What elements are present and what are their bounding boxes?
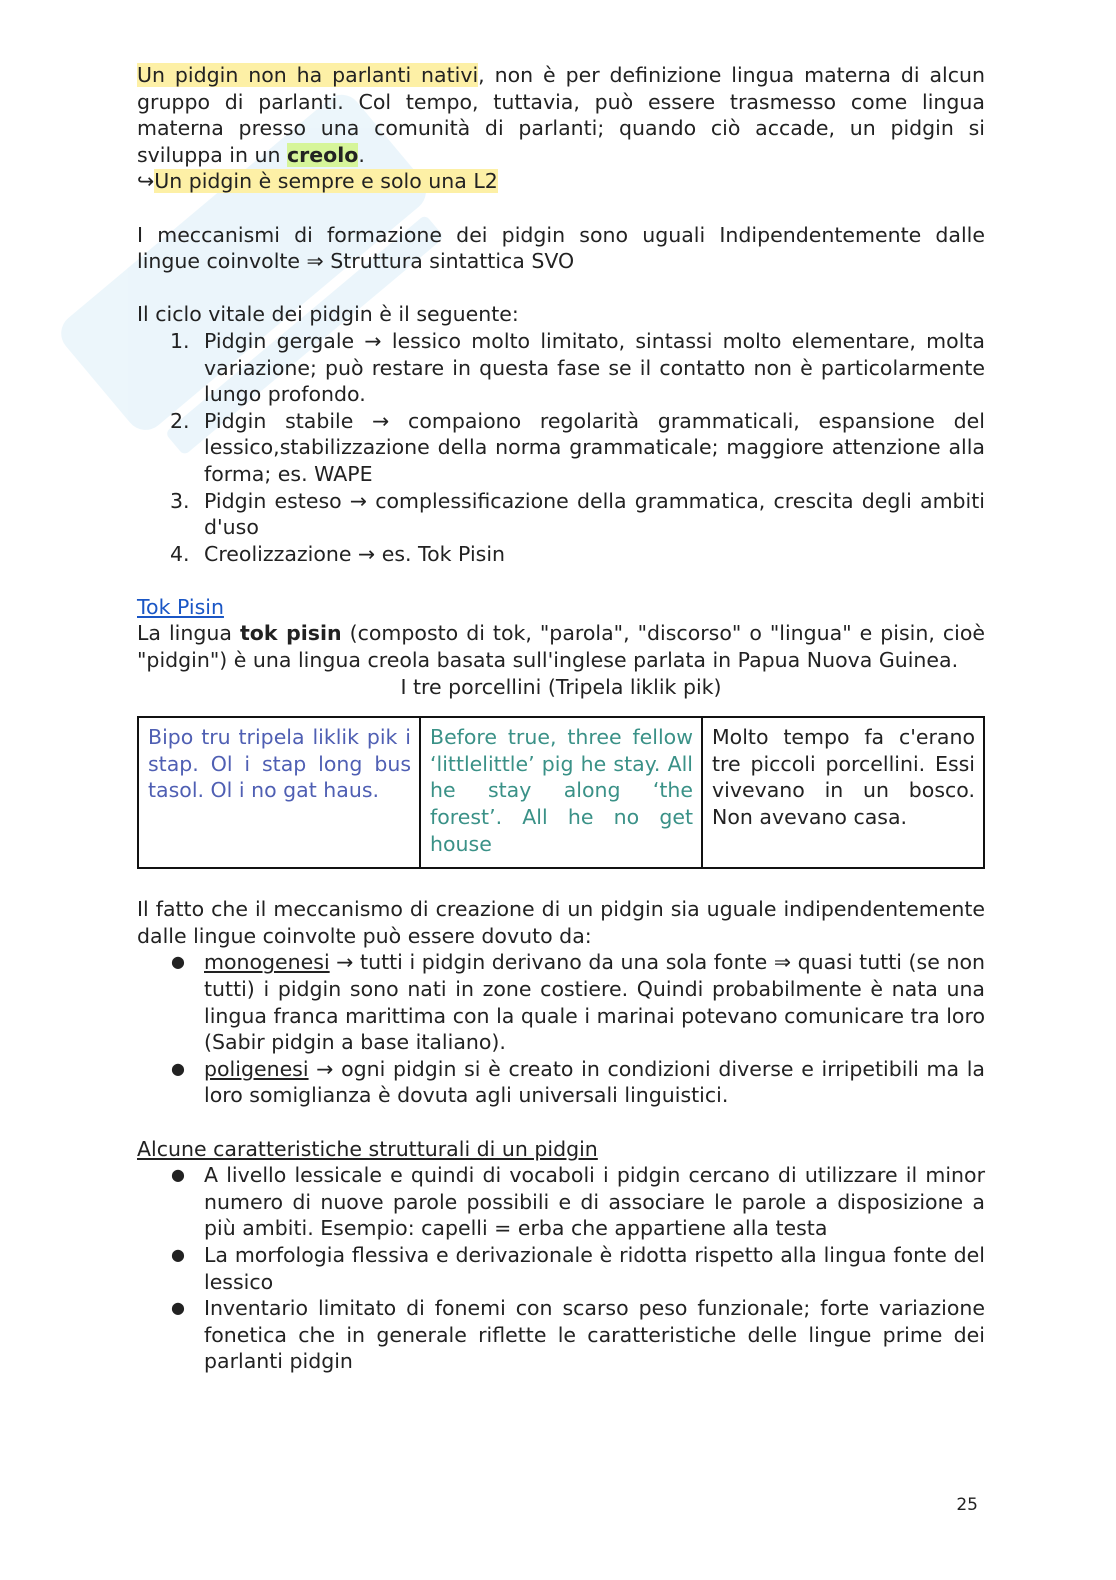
paragraph-origin-cause: Il fatto che il meccanismo di creazione di un pidgin sia uguale indipendentemente dalle lingue coinvolte può essere dovuto da: <box>137 897 985 948</box>
cell-tok-pisin: Bipo tru tripela liklik pik i stap. Ol i stap long bus tasol. Ol i no gat haus. <box>138 717 420 868</box>
cycle-item: 4. Creolizzazione → es. Tok Pisin <box>170 541 506 566</box>
feature-item: ● La morfologia flessiva e derivazionale è ridotta rispetto alla lingua fonte del lessico <box>171 1242 985 1294</box>
highlight-no-native-speakers: Un pidgin non ha parlanti nativi <box>137 63 479 87</box>
highlight-creolo: creolo <box>287 142 359 167</box>
highlight-l2: Un pidgin è sempre e solo una L2 <box>154 169 498 194</box>
return-arrow-icon: ↪ <box>137 169 155 194</box>
origin-item-poligenesi: ● poligenesi → ogni pidgin si è creato in condizioni diverse e irripetibili ma la loro somiglianza è dovuta agli universali linguistici. <box>171 1056 985 1108</box>
cell-english-gloss: Before true, three fellow ‘littlelittle’ pig he stay. All he stay along ‘the forest’. All he no get house <box>420 717 702 868</box>
paragraph-tok-pisin: La lingua tok pisin (composto di tok, "parola", "discorso" o "lingua" e pisin, cioè "pidgin") è una lingua creola basata sull'inglese parlata in Papua Nuova Guinea. <box>137 621 985 673</box>
cycle-list <box>137 328 985 567</box>
document-page <box>137 62 985 1375</box>
feature-item: ● A livello lessicale e quindi di vocaboli i pidgin cercano di utilizzare il minor numero di nuove parole possibili e di associare le parole a disposizione a più ambiti. Esempio: capelli = erba che appartiene alla testa <box>171 1163 985 1241</box>
features-heading: Alcune caratteristiche strutturali di un pidgin <box>137 1136 598 1161</box>
feature-item: ● Inventario limitato di fonemi con scarso peso funzionale; forte variazione fonetica che in generale riflette le caratteristiche delle lingue prime dei parlanti pidgin <box>171 1296 985 1374</box>
cycle-item: 1. Pidgin gergale → lessico molto limitato, sintassi molto elementare, molta variazione; può restare in questa fase se il contatto non è particolarmente lungo profondo. <box>170 328 985 407</box>
paragraph-mechanisms: I meccanismi di formazione dei pidgin sono uguali Indipendentemente dalle lingue coinvolte ⇒ Struttura sintattica SVO <box>137 222 985 274</box>
cycle-intro: Il ciclo vitale dei pidgin è il seguente: <box>137 302 519 327</box>
cell-italian: Molto tempo fa c'erano tre piccoli porcellini. Essi vivevano in un bosco. Non avevano casa. <box>702 717 984 868</box>
paragraph-pidgin-definition: Un pidgin non ha parlanti nativi, non è per definizione lingua materna di alcun gruppo di parlanti. Col tempo, tuttavia, può essere trasmesso come lingua materna presso una comunità di parlanti; quando ciò accade, un pidgin si sviluppa in un creolo. <box>137 63 985 167</box>
cycle-item: 3. Pidgin esteso → complessificazione della grammatica, crescita degli ambiti d'uso <box>170 488 985 540</box>
tok-pisin-heading[interactable]: Tok Pisin <box>137 594 224 619</box>
origin-list <box>137 949 985 1109</box>
translation-table <box>137 716 985 869</box>
cycle-item: 2. Pidgin stabile → compaiono regolarità grammaticali, espansione del lessico,stabilizzazione della norma grammaticale; maggiore attenzione alla forma; es. WAPE <box>170 408 985 486</box>
table-caption: I tre porcellini (Tripela liklik pik) <box>400 674 722 699</box>
origin-item-monogenesi: ● monogenesi → tutti i pidgin derivano da una sola fonte ⇒ quasi tutti (se non tutti) i pidgin sono nati in zone costiere. Quindi probabilmente è nata una lingua franca marittima con la quale i marinai potevano comunicare tra loro (Sabir pidgin a base italiano). <box>171 950 985 1055</box>
features-list <box>137 1162 985 1375</box>
arrow-note <box>137 168 985 195</box>
page-number: 25 <box>956 1495 978 1515</box>
